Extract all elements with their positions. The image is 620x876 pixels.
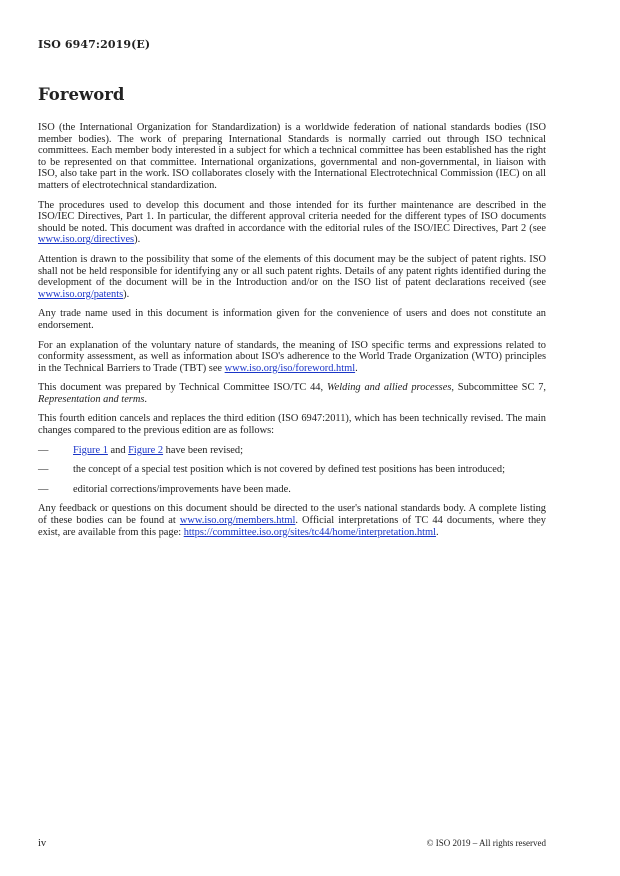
paragraph-iso-intro: ISO (the International Organization for Standardization) is a worldwide federation of national standards bodies (ISO member bodies). The work of preparing International Standards is normally carried out through ISO technical committees. Each member body interested in a subject for which a technical committee has been established has the right to be represented on that committee. International organizations, governmental and non-governmental, in liaison with ISO, also take part in the work. ISO collaborates closely with the International Electrotechnical Commission (IEC) on all matters of electrotechnical standardization. — [38, 122, 546, 191]
paragraph-trade-name: Any trade name used in this document is information given for the convenience of users and does not constitute an endorsement. — [38, 308, 546, 331]
patents-link[interactable]: www.iso.org/patents — [38, 288, 124, 300]
paragraph-procedures-end: ). — [134, 234, 141, 246]
subcommittee-title: Representation and terms — [38, 393, 145, 405]
paragraph-feedback-mid: . Official interpretations of TC 44 documents, where they exist, are available from this page: — [38, 515, 546, 538]
list-dash: — — [38, 464, 49, 476]
paragraph-prepared-mid: , Subcommittee SC 7, — [451, 382, 546, 394]
figure-1-link[interactable]: Figure 1 — [73, 444, 108, 456]
paragraph-patents-text: Attention is drawn to the possibility that some of the elements of this document may be the subject of patent rights. ISO shall not be held responsible for identifying any or all such patent rights. Details of any patent rights identified during the development of the document will be in the Introduction and/or on the ISO list of patent declarations received (see — [38, 253, 546, 289]
paragraph-patents-end: ). — [123, 288, 130, 300]
paragraph-prepared-text: This document was prepared by Technical Committee ISO/TC 44, — [38, 382, 327, 394]
list-item-and: and — [107, 444, 129, 456]
list-item-text — [73, 445, 546, 457]
members-link[interactable]: www.iso.org/members.html — [179, 515, 296, 527]
foreword-link[interactable]: www.iso.org/iso/foreword.html — [224, 362, 356, 374]
list-item — [38, 484, 546, 496]
foreword-body — [38, 122, 546, 546]
list-item — [38, 445, 546, 457]
document-id: ISO 6947:2019(E) — [38, 38, 151, 51]
list-item-end: have been revised; — [163, 444, 243, 456]
paragraph-procedures — [38, 200, 546, 246]
paragraph-voluntary-end: . — [355, 362, 358, 374]
paragraph-prepared-by — [38, 382, 546, 405]
list-item-text: editorial corrections/improvements have been made. — [73, 483, 291, 495]
paragraph-feedback-text: Any feedback or questions on this document should be directed to the user's national standards body. A complete listing of these bodies can be found at — [38, 503, 546, 527]
paragraph-feedback — [38, 503, 546, 538]
paragraph-patents — [38, 254, 546, 300]
page-number: iv — [38, 838, 47, 849]
paragraph-voluntary-text: For an explanation of the voluntary nature of standards, the meaning of ISO specific terms and expressions related to conformity assessment, as well as information about ISO's adherence to the World Trade Organization (WTO) principles in the Technical Barriers to Trade (TBT) see — [38, 339, 546, 374]
figure-2-link[interactable]: Figure 2 — [128, 444, 164, 456]
list-dash: — — [38, 444, 49, 456]
interpretation-link[interactable]: https://committee.iso.org/sites/tc44/home/interpretation.html — [183, 526, 437, 538]
paragraph-edition: This fourth edition cancels and replaces the third edition (ISO 6947:2011), which has been technically revised. The main changes compared to the previous edition are as follows: — [38, 413, 546, 437]
list-item — [38, 464, 546, 476]
paragraph-voluntary-nature — [38, 340, 546, 375]
paragraph-procedures-text: The procedures used to develop this document and those intended for its further maintenance are described in the ISO/IEC Directives, Part 1. In particular, the different approval criteria needed for the different types of ISO documents should be noted. This document was drafted in accordance with the editorial rules of the ISO/IEC Directives, Part 2 (see — [38, 199, 546, 234]
list-dash: — — [38, 483, 49, 495]
section-heading: Foreword — [38, 85, 125, 104]
list-item-text: the concept of a special test position which is not covered by defined test positions has been introduced; — [73, 464, 505, 476]
copyright-notice: © ISO 2019 – All rights reserved — [426, 838, 546, 848]
paragraph-feedback-end: . — [436, 526, 439, 538]
committee-title: Welding and allied processes — [326, 382, 452, 394]
directives-link[interactable]: www.iso.org/directives — [38, 234, 135, 246]
paragraph-prepared-end: . — [144, 393, 148, 405]
